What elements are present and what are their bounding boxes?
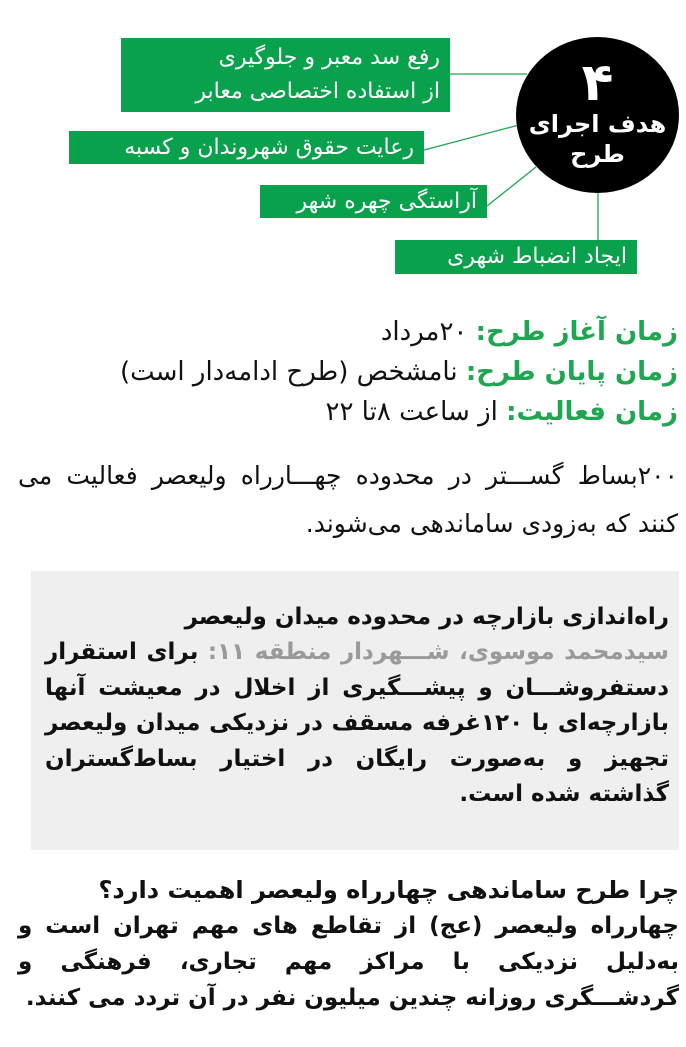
badge-title-line-2: طرح <box>570 140 625 168</box>
badge-title-line-1: هدف اجرای <box>528 110 667 138</box>
schedule-info <box>18 312 678 432</box>
end-label: زمان پایان طرح: <box>465 357 678 387</box>
end-value: نامشخص (طرح ادامه‌دار است) <box>119 357 466 387</box>
schedule-end <box>18 352 678 392</box>
connector-line-3 <box>487 167 536 206</box>
goal-box-4 <box>395 240 637 274</box>
goal-box-2 <box>69 131 424 164</box>
hours-value: از ساعت ۸تا ۲۲ <box>325 397 507 427</box>
goal-box-3 <box>260 185 487 218</box>
start-value: ۲۰مرداد <box>380 317 476 347</box>
goals-count-badge <box>516 37 679 193</box>
bazaar-callout <box>31 571 679 850</box>
start-label: زمان آغاز طرح: <box>475 317 678 347</box>
goals-infographic <box>0 0 686 290</box>
why-body: چهارراه ولیعصر (عج) از تقاطع های مهم تهران است و به‌دلیل نزدیکی با مراکز مهم تجاری، فرهنگی و گردشـــگری روزانه چندین میلیون نفر در آن تردد می کنند. <box>18 913 679 1011</box>
badge-number: ۴ <box>581 53 614 113</box>
connector-line-2 <box>424 125 519 150</box>
goal-1-line-2: از استفاده اختصاصی معابر <box>195 79 440 104</box>
goal-1-line-1: رفع سد معبر و جلوگیری <box>218 45 440 70</box>
schedule-start <box>18 312 678 352</box>
vendors-intro-paragraph: ۲۰۰بساط گســـتر در محدوده چهـــارراه ولیعصر فعالیت می کنند که به‌زودی ساماندهی می‌شوند. <box>18 461 678 538</box>
hours-label: زمان فعالیت: <box>506 397 678 427</box>
goal-2-text: رعایت حقوق شهروندان و کسبه <box>124 135 414 160</box>
goal-3-text: آراستگی چهره شهر <box>296 189 477 214</box>
why-section <box>18 872 679 1016</box>
goal-box-1 <box>121 38 450 112</box>
callout-body <box>45 635 669 813</box>
callout-source: سیدمحمد موسوی، شـــهردار منطقه ۱۱: <box>198 639 669 665</box>
callout-text: برای استقرار دستفروشـــان و پیشـــگیری از اخلال در معیشت آنها بازارچه‌ای با ۱۲۰غرفه مسقف در نزدیکی میدان ولیعصر تجهیز و به‌صورت رایگان در اختیار بساط‌گستران گذاشته شده است. <box>45 639 669 807</box>
schedule-hours <box>18 392 678 432</box>
goal-4-text: ایجاد انضباط شهری <box>447 244 627 269</box>
why-title: چرا طرح ساماندهی چهارراه ولیعصر اهمیت دارد؟ <box>98 876 679 904</box>
callout-title: راه‌اندازی بازارچه در محدوده میدان ولیعصر <box>184 604 669 630</box>
